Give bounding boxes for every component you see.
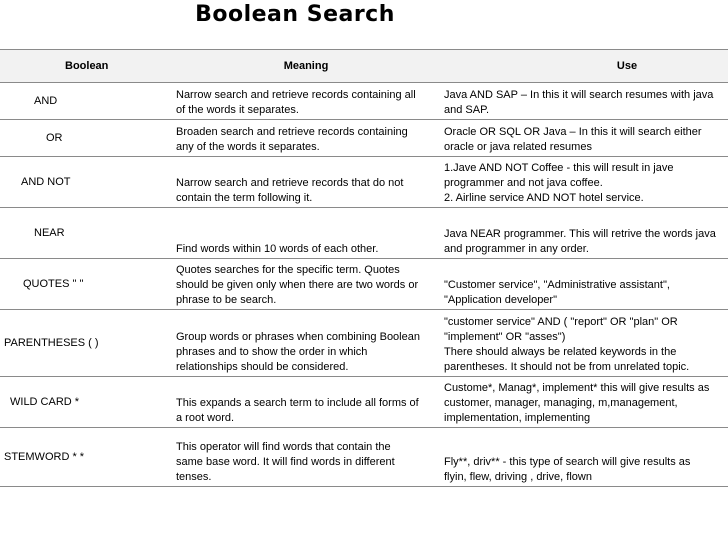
- use-cell: [440, 208, 728, 259]
- use-line: Java NEAR programmer. This will retrive the words java: [444, 228, 716, 240]
- meaning-line: should be given only when there are two words or: [176, 279, 419, 291]
- meaning-line: a root word.: [176, 412, 235, 424]
- header-use: Use: [440, 50, 728, 83]
- use-line: Oracle OR SQL OR Java – In this it will search either: [444, 126, 702, 138]
- table-row: [0, 310, 728, 377]
- use-line: implementation, implementing: [444, 412, 591, 424]
- boolean-operator-cell: [0, 428, 172, 487]
- meaning-line: phrases and to show the order in which: [176, 346, 368, 358]
- use-line: Custome*, Manag*, implement* this will give results as: [444, 382, 710, 394]
- use-line: and SAP.: [444, 104, 490, 116]
- meaning-line: Find words within 10 words of each other.: [176, 243, 379, 255]
- use-line: flyin, flew, driving , drive, flown: [444, 471, 592, 483]
- boolean-operator: WILD CARD *: [10, 395, 80, 408]
- use-line: 1.Jave AND NOT Coffee - this will result in jave: [444, 162, 674, 174]
- meaning-line: Quotes searches for the specific term. Quotes: [176, 264, 400, 276]
- use-cell: [440, 310, 728, 377]
- boolean-operator-cell: [0, 120, 172, 157]
- boolean-operator: AND NOT: [21, 175, 71, 188]
- table-row: [0, 157, 728, 208]
- meaning-cell: [172, 310, 440, 377]
- meaning-line: relationships should be considered.: [176, 361, 349, 373]
- use-line: and programmer in any order.: [444, 243, 589, 255]
- meaning-cell: [172, 120, 440, 157]
- boolean-operator-cell: [0, 208, 172, 259]
- meaning-line: Narrow search and retrieve records containing all: [176, 89, 416, 101]
- table-row: [0, 377, 728, 428]
- meaning-line: same base word. It will find words in different: [176, 456, 395, 468]
- table-row: [0, 83, 728, 120]
- use-line: Fly**, driv** - this type of search will give results as: [444, 456, 691, 468]
- meaning-line: Narrow search and retrieve records that do not: [176, 177, 404, 189]
- use-line: parentheses. It should not be from unrelated topic.: [444, 361, 690, 373]
- use-cell: [440, 377, 728, 428]
- use-cell: [440, 157, 728, 208]
- meaning-line: Broaden search and retrieve records containing: [176, 126, 408, 138]
- use-line: "implement" OR "asses"): [444, 331, 566, 343]
- table-row: [0, 120, 728, 157]
- boolean-operator-cell: [0, 83, 172, 120]
- boolean-operator-cell: [0, 310, 172, 377]
- table-header-row: [0, 50, 728, 83]
- meaning-line: of the words it separates.: [176, 104, 299, 116]
- use-line: There should always be related keywords in the: [444, 346, 677, 358]
- meaning-cell: [172, 428, 440, 487]
- use-line: customer, manager, managing, m,management,: [444, 397, 678, 409]
- table-row: [0, 208, 728, 259]
- use-cell: [440, 120, 728, 157]
- use-cell: [440, 259, 728, 310]
- meaning-cell: [172, 208, 440, 259]
- header-boolean: Boolean: [0, 50, 172, 83]
- table-row: [0, 428, 728, 487]
- use-line: Java AND SAP – In this it will search resumes with java: [444, 89, 714, 101]
- use-cell: [440, 428, 728, 487]
- meaning-cell: [172, 377, 440, 428]
- use-cell: [440, 83, 728, 120]
- boolean-operator: AND: [34, 94, 58, 107]
- boolean-table: [0, 49, 728, 487]
- use-line: "Customer service", "Administrative assistant",: [444, 279, 670, 291]
- boolean-operator: PARENTHESES ( ): [4, 336, 99, 349]
- meaning-cell: [172, 157, 440, 208]
- meaning-line: any of the words it separates.: [176, 141, 320, 153]
- page-title: Boolean Search: [195, 2, 395, 27]
- use-line: "Application developer": [444, 294, 557, 306]
- table-row: [0, 259, 728, 310]
- meaning-line: phrase to be search.: [176, 294, 277, 306]
- boolean-operator: STEMWORD * *: [4, 450, 85, 463]
- meaning-line: contain the term following it.: [176, 192, 313, 204]
- use-line: 2. Airline service AND NOT hotel service.: [444, 192, 644, 204]
- boolean-operator-cell: [0, 259, 172, 310]
- meaning-cell: [172, 259, 440, 310]
- use-line: "customer service" AND ( "report" OR "plan" OR: [444, 316, 678, 328]
- meaning-cell: [172, 83, 440, 120]
- boolean-operator-cell: [0, 157, 172, 208]
- meaning-line: This operator will find words that contain the: [176, 441, 391, 453]
- boolean-operator-cell: [0, 377, 172, 428]
- meaning-line: tenses.: [176, 471, 212, 483]
- use-line: oracle or java related resumes: [444, 141, 592, 153]
- use-line: programmer and not java coffee.: [444, 177, 603, 189]
- boolean-operator: NEAR: [34, 226, 65, 239]
- meaning-line: This expands a search term to include all forms of: [176, 397, 419, 409]
- boolean-operator: OR: [46, 131, 63, 144]
- header-meaning: Meaning: [172, 50, 440, 83]
- meaning-line: Group words or phrases when combining Boolean: [176, 331, 420, 343]
- boolean-operator: QUOTES " ": [23, 277, 84, 290]
